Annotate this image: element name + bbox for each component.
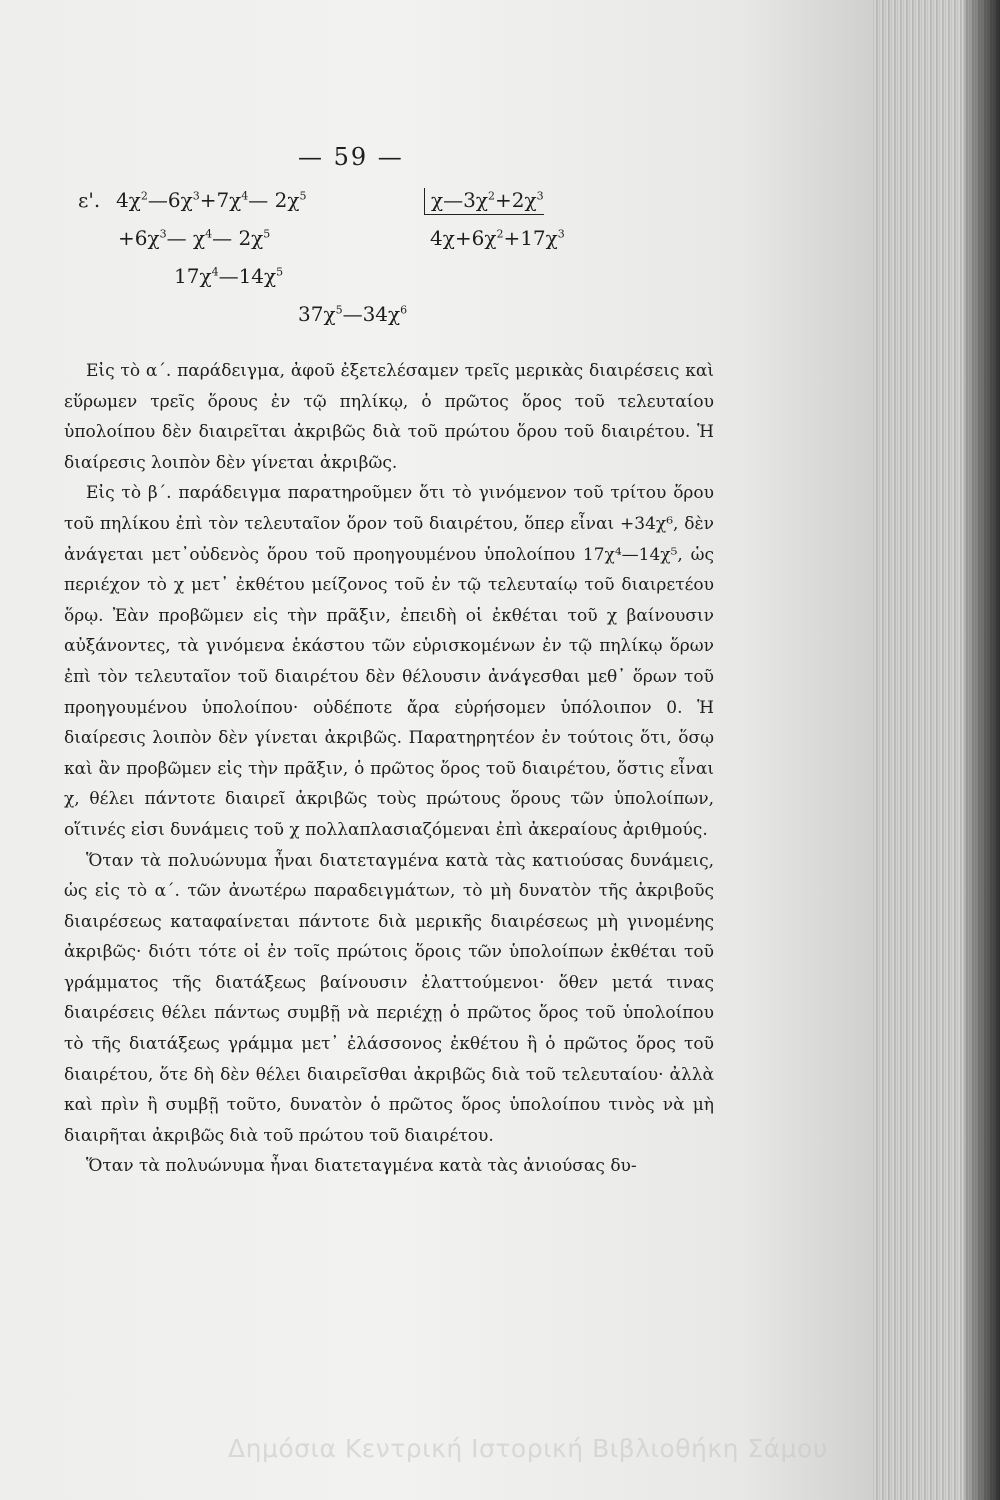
row-term: —14χ (218, 264, 277, 288)
row-term: —34χ (342, 302, 401, 326)
dividend-exponent: 4 (241, 189, 249, 203)
row-exponent: 5 (335, 303, 343, 317)
row-exponent: 5 (276, 265, 284, 279)
paragraph: Εἰς τὸ β΄. παράδειγμα παρατηροῦμεν ὅτι τὸ γινόμενον τοῦ τρίτου ὅρου τοῦ πηλίκου ἐπὶ τὸν τελευταῖον ὅρον τοῦ διαιρέτου, ὅπερ εἶναι +34χ⁶, δὲν ἀνάγεται μετ᾽οὐδενὸς ὅρου τοῦ προηγουμένου ὑπολοίπου 17χ⁴—14χ⁵, ὡς περιέχον τὸ χ μετ᾽ ἐκθέτου μείζονος τοῦ ἐν τῷ τελευταίῳ τοῦ διαιρετέου ὅρῳ. Ἐὰν προβῶμεν εἰς τὴν πρᾶξιν, ἐπειδὴ οἱ ἐκθέται τοῦ χ βαίνουσιν αὐξάνοντες, τὰ γινόμενα ἑκάστου τῶν εὑρισκομένων ἐν τῷ πηλίκῳ ὅρων ἐπὶ τὸν τελευταῖον τοῦ διαιρέτου δὲν θέλουσιν ἀνάγεσθαι μεθ᾽ ὅρων τοῦ προηγουμένου ὑπολοίπου· οὐδέποτε ἄρα εὑρήσομεν ὑπόλοιπον 0. Ἡ διαίρεσις λοιπὸν δὲν γίνεται ἀκριβῶς. Παρατηρητέον ἐν τούτοις ὅτι, ὅσῳ καὶ ἂν προβῶμεν εἰς τὴν πρᾶξιν, ὁ πρῶτος ὅρος τοῦ διαιρέτου, ὅστις εἶναι χ, θέλει πάντοτε διαιρεῖ ἀκριβῶς τοὺς πρώτους ὅρους τῶν ὑπολοίπων, οἵτινές εἰσι δυνάμεις τοῦ χ πολλαπλασιαζόμεναι ἐπὶ ἀκεραίους ἀριθμούς. (64, 483, 714, 840)
dividend-exponent: 5 (299, 189, 307, 203)
divisor-exponent: 2 (487, 189, 495, 203)
dividend-term: +7χ (199, 188, 242, 212)
divisor-exponent: 3 (536, 189, 544, 203)
subtraction-row (118, 226, 270, 250)
dividend-term: — 2χ (248, 188, 300, 212)
dividend (116, 188, 307, 212)
row-term: — 2χ (212, 226, 264, 250)
row-term: 17χ (174, 264, 212, 288)
row-exponent: 5 (263, 227, 271, 241)
quotient-term: +17χ (503, 226, 558, 250)
remainder-row (298, 302, 407, 326)
row-exponent: 6 (400, 303, 408, 317)
library-watermark: Δημόσια Κεντρική Ιστορική Βιβλιοθήκη Σάμου (228, 1434, 828, 1463)
dividend-exponent: 3 (192, 189, 200, 203)
row-exponent: 3 (159, 227, 167, 241)
page-number: — 59 — (298, 143, 404, 171)
quotient (430, 226, 565, 250)
dividend-term: —6χ (147, 188, 193, 212)
divisor-term: +2χ (494, 188, 537, 212)
row-term: +6χ (118, 226, 160, 250)
paragraph: Ὅταν τὰ πολυώνυμα ἦναι διατεταγμένα κατὰ τὰς ἀνιούσας δυ- (86, 1156, 637, 1177)
body-text (64, 356, 714, 1182)
row-exponent: 4 (211, 265, 219, 279)
row-exponent: 4 (205, 227, 213, 241)
subtraction-row (174, 264, 283, 288)
divisor-term: χ—3χ (431, 188, 488, 212)
quotient-term: 4χ+6χ (430, 226, 497, 250)
example-label: ε'. (78, 188, 101, 212)
paragraph: Εἰς τὸ α΄. παράδειγμα, ἀφοῦ ἐξετελέσαμεν τρεῖς μερικὰς διαιρέσεις καὶ εὕρωμεν τρεῖς ὅρους ἐν τῷ πηλίκῳ, ὁ πρῶτος ὅρος τοῦ τελευταίου ὑπολοίπου δὲν διαιρεῖται ἀκριβῶς διὰ τοῦ πρώτου ὅρου τοῦ διαιρέτου. Ἡ διαίρεσις λοιπὸν δὲν γίνεται ἀκριβῶς. (64, 361, 714, 473)
book-page-edges (872, 0, 1000, 1500)
quotient-exponent: 2 (496, 227, 504, 241)
quotient-exponent: 3 (557, 227, 565, 241)
row-term: — χ (166, 226, 206, 250)
row-term: 37χ (298, 302, 336, 326)
divisor (424, 188, 544, 215)
dividend-exponent: 2 (140, 189, 148, 203)
paragraph: Ὅταν τὰ πολυώνυμα ἦναι διατεταγμένα κατὰ τὰς κατιούσας δυνάμεις, ὡς εἰς τὸ α΄. τῶν ἀνωτέρω παραδειγμάτων, τὸ μὴ δυνατὸν τῆς ἀκριβοῦς διαιρέσεως καταφαίνεται πάντοτε διὰ μερικῆς διαιρέσεως μὴ γινομένης ἀκριβῶς· διότι τότε οἱ ἐν τοῖς πρώτοις ὅροις τῶν ὑπολοίπων ἐκθέται τοῦ γράμματος τῆς διατάξεως βαίνουσιν ἐλαττούμενοι· ὅθεν μετά τινας διαιρέσεις θέλει πάντως συμβῇ νὰ περιέχῃ ὁ πρῶτος ὅρος τοῦ ὑπολοίπου τὸ τῆς διατάξεως γράμμα μετ᾽ ἐλάσσονος ἐκθέτου ἢ ὁ πρῶτος ὅρος τοῦ διαιρέτου, ὅτε δὴ δὲν θέλει διαιρεῖσθαι ἀκριβῶς διὰ τοῦ τελευταίου· ἀλλὰ καὶ πρὶν ἢ συμβῇ τοῦτο, δυνατὸν ὁ πρῶτος ὅρος ὑπολοίπου τινὸς νὰ μὴ διαιρῆται ἀκριβῶς διὰ τοῦ πρώτου τοῦ διαιρέτου. (64, 850, 714, 1146)
dividend-term: 4χ (116, 188, 141, 212)
